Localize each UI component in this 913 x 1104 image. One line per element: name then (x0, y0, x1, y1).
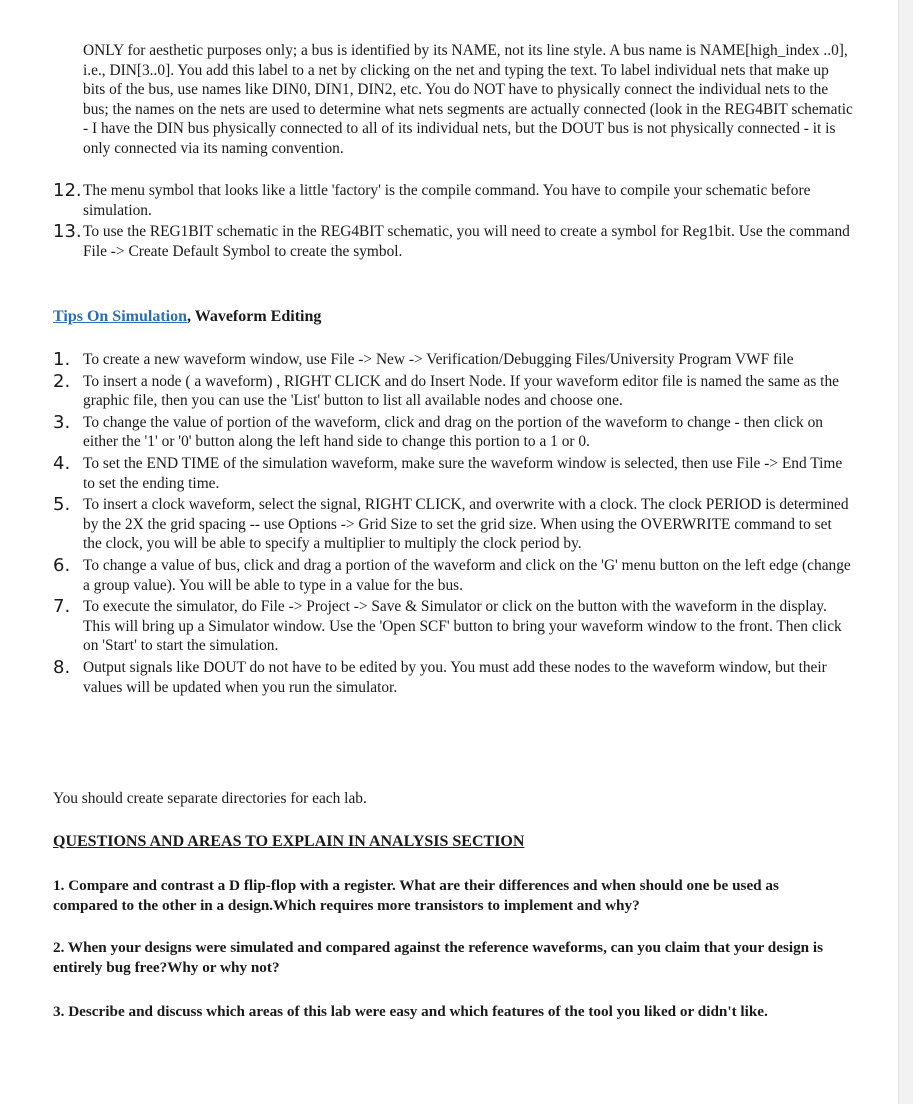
item-text: To insert a node ( a waveform) , RIGHT CLICK and do Insert Node. If your waveform editor file is named the same as the graphic file, then you can use the 'List' button to list all available nodes and choose one. (83, 372, 839, 410)
question-1: 1. Compare and contrast a D flip-flop with a register. What are their differences and when should one be used as compared to the other in a design.Which requires more transistors to implement and why? (53, 877, 779, 914)
item-text: The menu symbol that looks like a little 'factory' is the compile command. You have to compile your schematic before simulation. (83, 182, 811, 219)
item-number: 5. (53, 494, 71, 516)
item-number: 3. (53, 411, 71, 433)
page-edge-gutter (898, 0, 913, 1104)
item-number: 2. (53, 370, 71, 392)
item-number: 13. (53, 221, 82, 243)
schematic-steps-list (53, 181, 853, 263)
simulation-tips-list (53, 350, 853, 699)
item-number: 1. (53, 349, 71, 370)
item-text: To set the END TIME of the simulation waveform, make sure the waveform window is selected, then use File -> End Time to set the ending time. (83, 454, 843, 492)
list-item (53, 350, 853, 370)
list-item (53, 181, 853, 220)
list-item (53, 222, 853, 261)
list-item (53, 597, 853, 656)
question-3: 3. Describe and discuss which areas of this lab were easy and which features of the tool you liked or didn't like. (53, 1003, 768, 1020)
item-text: To create a new waveform window, use File -> New -> Verification/Debugging Files/University Program VWF file (83, 351, 794, 368)
directories-note: You should create separate directories for each lab. (53, 790, 367, 807)
item-number: 8. (53, 656, 71, 678)
item-text: To change a value of bus, click and drag a portion of the waveform and click on the 'G' menu button on the left edge (change a group value). You will be able to type in a value for the bus. (83, 556, 851, 594)
list-item (53, 413, 853, 452)
item-number: 6. (53, 554, 71, 576)
item-text: To execute the simulator, do File -> Project -> Save & Simulator or click on the button with the waveform in the display. This will bring up a Simulator window. Use the 'Open SCF' button to bring your waveform window to the front. Then click on 'Start' to start the simulation. (83, 598, 842, 655)
list-item (53, 556, 853, 595)
item-number: 4. (53, 452, 71, 474)
list-item (53, 454, 853, 493)
item-text: Output signals like DOUT do not have to be edited by you. You must add these nodes to the waveform window, but their values will be updated when you run the simulator. (83, 658, 827, 696)
section-heading (53, 307, 321, 327)
list-item (53, 372, 853, 411)
list-item (53, 495, 853, 554)
questions-heading: QUESTIONS AND AREAS TO EXPLAIN IN ANALYSIS SECTION (53, 833, 525, 850)
list-item (53, 658, 853, 697)
heading-rest: , Waveform Editing (186, 308, 322, 325)
tips-on-simulation-link[interactable]: Tips On Simulation (53, 308, 187, 325)
item-number: 12. (53, 180, 82, 201)
question-2: 2. When your designs were simulated and compared against the reference waveforms, can you claim that your design is entirely bug free?Why or why not? (53, 939, 824, 976)
bus-naming-paragraph: ONLY for aesthetic purposes only; a bus is identified by its NAME, not its line style. A bus name is NAME[high_index ..0], i.e., DIN[3..0]. You add this label to a net by clicking on the net and typing the text. To label individual nets that make up bits of the bus, use names like DIN0, DIN1, DIN2, etc. You do NOT have to physically connect the individual nets to the bus; the names on the nets are used to determine what nets segments are actually connected (look in the REG4BIT schematic - I have the DIN bus physically connected to all of its individual nets, but the DOUT bus is not physically connected - it is only connected via its naming convention. (83, 42, 853, 157)
item-text: To use the REG1BIT schematic in the REG4BIT schematic, you will need to create a symbol for Reg1bit. Use the command File -> Create Default Symbol to create the symbol. (83, 223, 850, 260)
item-number: 7. (53, 596, 71, 618)
item-text: To insert a clock waveform, select the signal, RIGHT CLICK, and overwrite with a clock. The clock PERIOD is determined by the 2X the grid spacing -- use Options -> Grid Size to set the grid size. When using the OVERWRITE command to set the clock, you will be able to specify a multiplier to multiply the clock period by. (83, 496, 849, 553)
item-text: To change the value of portion of the waveform, click and drag on the portion of the waveform to change - then click on either the '1' or '0' button along the left hand side to change this portion to a 1 or 0. (83, 413, 823, 451)
